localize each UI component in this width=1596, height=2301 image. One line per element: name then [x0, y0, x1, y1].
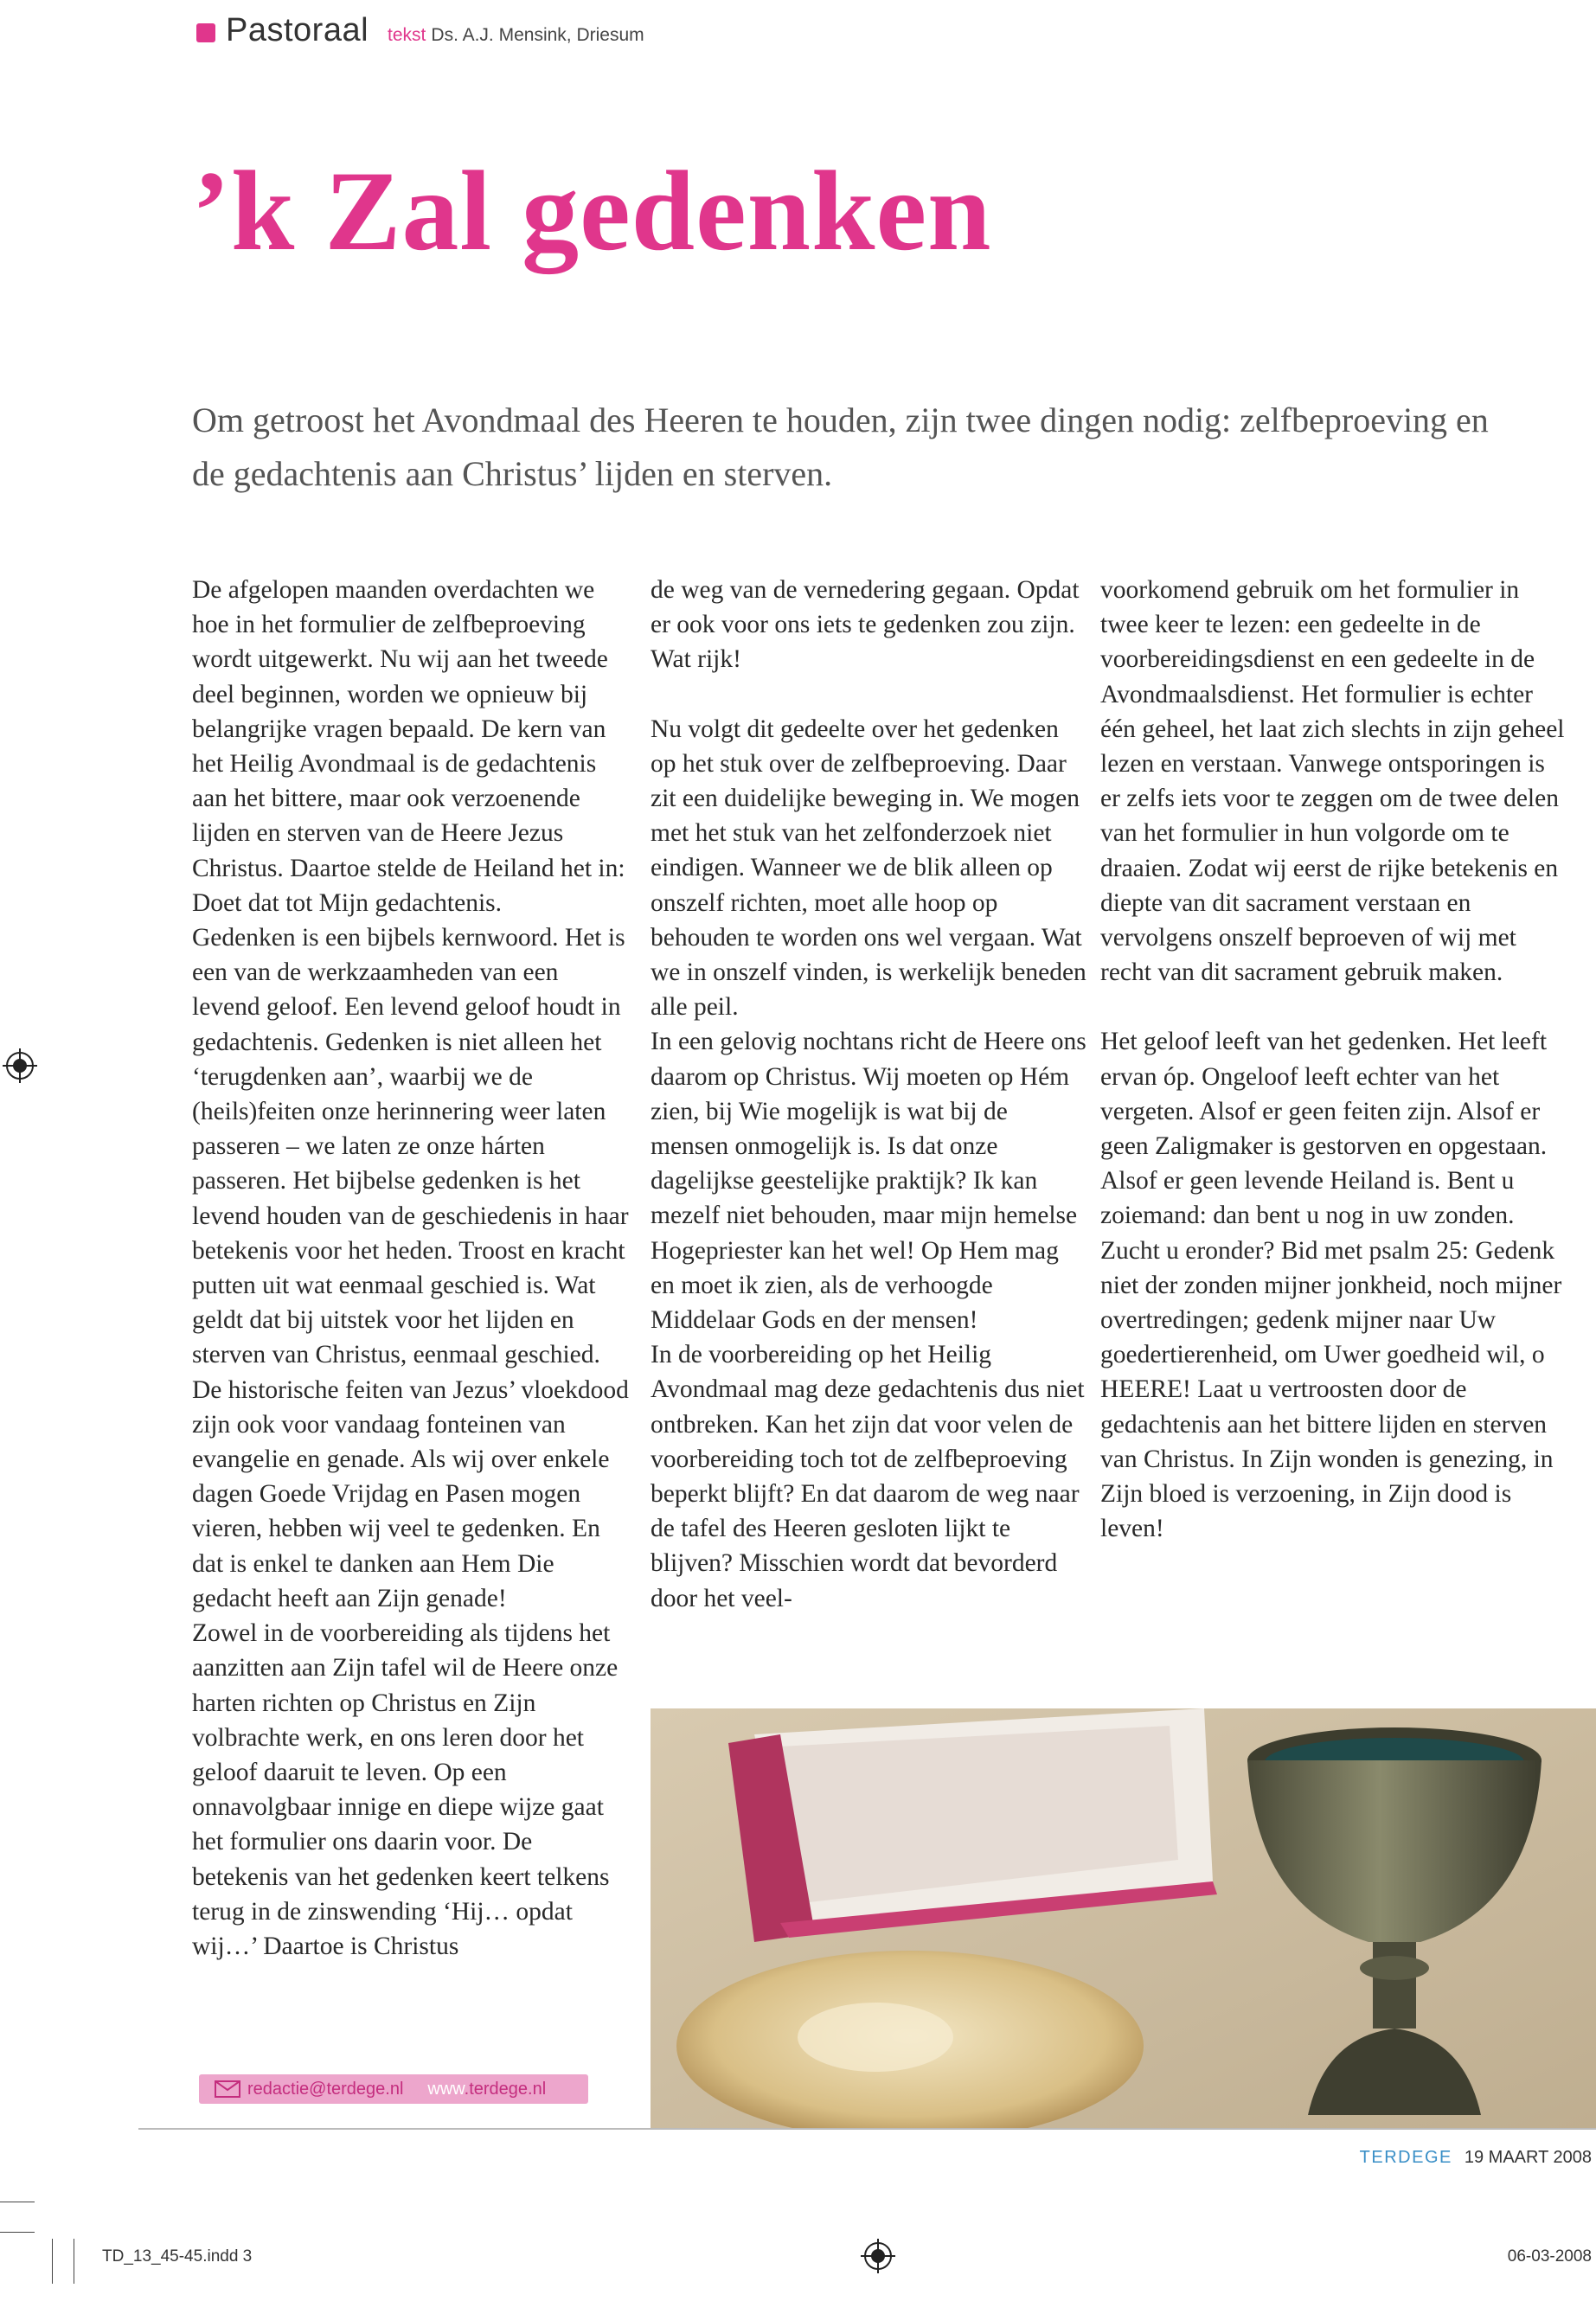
article-column-2: [651, 573, 1087, 1616]
publication-name: TERDEGE: [1359, 2148, 1452, 2167]
paragraph: Het geloof leeft van het gedenken. Het leeft ervan óp. Ongeloof leeft echter van het vergeten. Alsof er geen feiten zijn. Alsof er geen Zaligmaker is gestorven en opgestaan. Alsof er geen levende Heiland is. Bent u zoiemand: dan bent u nog in uw zonden. Zucht u eronder? Bid met psalm 25: Gedenk niet der zonden mijner jonkheid, noch mijner overtredingen; gedenk mijner naar Uw goedertierenheid, om Uwer goedheid wil, o HEERE! Laat u vertroosten door de gedachtenis aan het bittere lijden en sterven van Christus. In Zijn wonden is genezing, in Zijn bloed is verzoening, in Zijn dood is leven!: [1100, 1028, 1562, 1543]
registration-mark-icon: [861, 2239, 895, 2273]
contact-website-link[interactable]: [427, 2080, 546, 2099]
footer-rule: [138, 2128, 1596, 2130]
byline-author: Ds. A.J. Mensink, Driesum: [431, 25, 644, 45]
issue-date: 19 MAART 2008: [1464, 2148, 1592, 2167]
paragraph: Nu volgt dit gedeelte over het gedenken op het stuk over de zelfbeproeving. Daar zit een duidelijke beweging in. We mogen met het stuk van het zelfonderzoek niet eindigen. Wanneer we de blik alleen op onszelf richten, moet alle hoop op behouden te worden ons wel vergaan. Wat we in onszelf vinden, is werkelijk beneden alle peil.: [651, 715, 1086, 1022]
website-prefix: www: [427, 2079, 465, 2099]
slug-filename: TD_13_45-45.indd 3: [102, 2247, 253, 2266]
communion-photo: [651, 1708, 1596, 2128]
crop-mark: [52, 2239, 53, 2284]
contact-email-link[interactable]: redactie@terdege.nl: [247, 2079, 404, 2099]
registration-mark-icon: [3, 1048, 37, 1083]
article-lead: Om getroost het Avondmaal des Heeren te houden, zijn twee dingen nodig: zelfbeproeving en de gedachtenis aan Christus’ lijden en sterven.: [192, 401, 1489, 493]
article-column-3: [1100, 573, 1567, 1546]
crop-mark: [0, 2232, 35, 2233]
slug-date: 06-03-2008: [1507, 2247, 1592, 2266]
mail-icon: [215, 2080, 240, 2098]
byline-label: tekst: [388, 25, 426, 45]
website-domain: .terdege.nl: [464, 2079, 547, 2099]
page-footer: [1360, 2148, 1592, 2168]
paragraph: de weg van de vernedering gegaan. Opdat er ook voor ons iets te gedenken zou zijn. Wat rijk!: [651, 576, 1080, 674]
byline: [388, 25, 644, 46]
paragraph: Zowel in de voorbereiding als tijdens het aanzitten aan Zijn tafel wil de Heere onze harten richten op Christus en Zijn volbrachte werk, en ons leren door het geloof daaruit te leven. Op een onnavolgbaar innige en diepe wijze gaat het formulier ons daarin voor. De betekenis van het gedenken keert telkens terug in de zinswending ‘Hij… opdat wij…’ Daartoe is Christus: [192, 1619, 619, 1960]
paragraph: Gedenken is een bijbels kernwoord. Het is een van de werkzaamheden van een levend geloof. Een levend geloof houdt in gedachtenis. Gedenken is niet alleen het ‘terugdenken aan’, waarbij we de (heils)feiten onze herinnering weer laten passeren – we laten ze onze hárten passeren. Het bijbelse gedenken is het levend houden van de geschiedenis in haar betekenis voor het heden. Troost en kracht putten uit wat eenmaal geschied is. Wat geldt dat bij uitstek voor het lijden en sterven van Christus, eenmaal geschied. De historische feiten van Jezus’ vloekdood zijn ook voor vandaag fonteinen van evangelie en genade. Als wij over enkele dagen Goede Vrijdag en Pasen mogen vieren, hebben wij veel te gedenken. En dat is enkel te danken aan Hem Die gedacht heeft aan Zijn genade!: [192, 924, 629, 1612]
section-marker: [196, 23, 215, 42]
article-column-1: [192, 573, 629, 1964]
paragraph: In een gelovig nochtans richt de Heere ons daarom op Christus. Wij moeten op Hém zien, bij Wie mogelijk is wat bij de mensen onmogelijk is. Is dat onze dagelijkse geestelijke praktijk? Ik kan mezelf niet behouden, maar mijn hemelse Hogepriester kan het wel! Op Hem mag en moet ik zien, als de verhoogde Middelaar Gods en der mensen!: [651, 1028, 1086, 1335]
communion-illustration: [651, 1708, 1596, 2128]
article-title: ’k Zal gedenken: [192, 147, 992, 274]
section-header: [196, 12, 644, 49]
contact-bar: [199, 2074, 588, 2104]
paragraph: In de voorbereiding op het Heilig Avondmaal mag deze gedachtenis dus niet ontbreken. Kan het zijn dat voor velen de voorbereiding toch tot de zelfbeproeving beperkt blijft? En dat daarom de weg naar de tafel des Heeren gesloten lijkt te blijven? Misschien wordt dat bevorderd door het veel-: [651, 1341, 1085, 1612]
section-label: Pastoraal: [226, 12, 369, 48]
paragraph: voorkomend gebruik om het formulier in twee keer te lezen: een gedeelte in de voorbereidingsdienst en een gedeelte in de Avondmaalsdienst. Het formulier is echter één geheel, het laat zich slechts in zijn geheel lezen en verstaan. Vanwege ontsporingen is er zelfs iets voor te zeggen om de twee delen van het formulier in hun volgorde om te draaien. Zodat wij eerst de rijke betekenis en diepte van dit sacrament verstaan en vervolgens onszelf beproeven of wij met recht van dit sacrament gebruik maken.: [1100, 576, 1565, 987]
paragraph: De afgelopen maanden overdachten we hoe in het formulier de zelfbeproeving wordt uitgewerkt. Nu wij aan het tweede deel beginnen, worden we opnieuw bij belangrijke vragen bepaald. De kern van het Heilig Avondmaal is de gedachtenis aan het bittere, maar ook verzoenende lijden en sterven van de Heere Jezus Christus. Daartoe stelde de Heiland het in: Doet dat tot Mijn gedachtenis.: [192, 576, 625, 917]
